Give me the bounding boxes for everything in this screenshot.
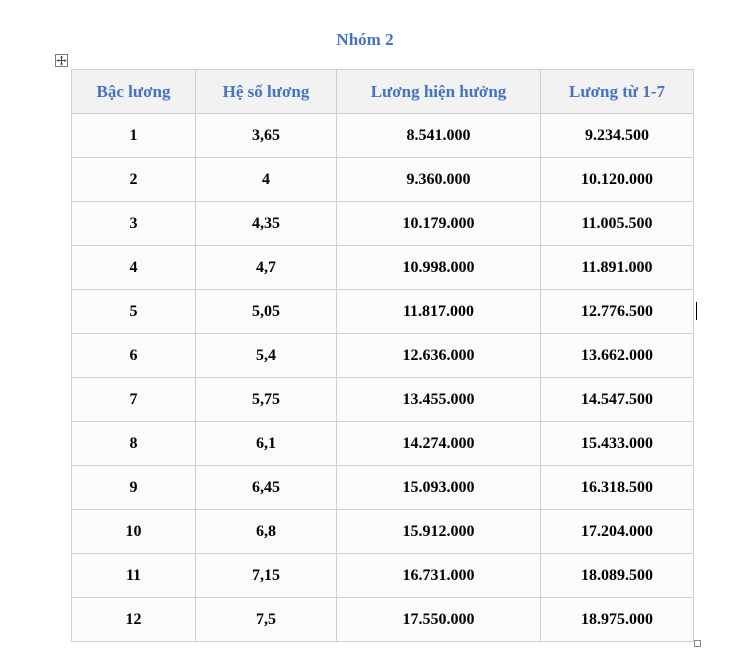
resize-square-icon[interactable] [694, 640, 701, 647]
table-row [72, 334, 694, 378]
cell-grade[interactable]: 4 [72, 246, 196, 290]
table-row [72, 554, 694, 598]
text-cursor [696, 302, 697, 320]
cell-salary-from-1-7[interactable]: 14.547.500 [541, 378, 694, 422]
table-row [72, 290, 694, 334]
cell-current-salary[interactable]: 9.360.000 [337, 158, 541, 202]
cell-salary-from-1-7[interactable]: 15.433.000 [541, 422, 694, 466]
page-title: Nhóm 2 [336, 30, 394, 49]
cell-grade[interactable]: 3 [72, 202, 196, 246]
cell-current-salary[interactable]: 10.998.000 [337, 246, 541, 290]
cell-salary-from-1-7[interactable]: 17.204.000 [541, 510, 694, 554]
table-row [72, 114, 694, 158]
table-row [72, 202, 694, 246]
move-arrows-icon[interactable] [55, 54, 68, 67]
cell-coefficient[interactable]: 4,7 [196, 246, 337, 290]
cell-grade[interactable]: 1 [72, 114, 196, 158]
table-row [72, 422, 694, 466]
cell-grade[interactable]: 5 [72, 290, 196, 334]
cell-grade[interactable]: 10 [72, 510, 196, 554]
cell-current-salary[interactable]: 10.179.000 [337, 202, 541, 246]
cell-grade[interactable]: 11 [72, 554, 196, 598]
cell-coefficient[interactable]: 5,4 [196, 334, 337, 378]
header-bac-luong[interactable]: Bậc lương [72, 70, 196, 114]
cell-current-salary[interactable]: 14.274.000 [337, 422, 541, 466]
cell-coefficient[interactable]: 5,75 [196, 378, 337, 422]
cell-coefficient[interactable]: 4,35 [196, 202, 337, 246]
cell-salary-from-1-7[interactable]: 18.975.000 [541, 598, 694, 642]
salary-table [71, 69, 694, 642]
table-row [72, 246, 694, 290]
cell-salary-from-1-7[interactable]: 16.318.500 [541, 466, 694, 510]
cell-grade[interactable]: 2 [72, 158, 196, 202]
cell-coefficient[interactable]: 6,1 [196, 422, 337, 466]
cell-current-salary[interactable]: 8.541.000 [337, 114, 541, 158]
cell-salary-from-1-7[interactable]: 12.776.500 [541, 290, 694, 334]
cell-salary-from-1-7[interactable]: 11.891.000 [541, 246, 694, 290]
cell-current-salary[interactable]: 13.455.000 [337, 378, 541, 422]
cell-coefficient[interactable]: 3,65 [196, 114, 337, 158]
cell-grade[interactable]: 12 [72, 598, 196, 642]
table-row [72, 466, 694, 510]
cell-grade[interactable]: 7 [72, 378, 196, 422]
cell-current-salary[interactable]: 16.731.000 [337, 554, 541, 598]
cell-coefficient[interactable]: 6,8 [196, 510, 337, 554]
header-luong-hien-huong[interactable]: Lương hiện hưởng [337, 70, 541, 114]
header-he-so-luong[interactable]: Hệ số lương [196, 70, 337, 114]
cell-grade[interactable]: 9 [72, 466, 196, 510]
cell-salary-from-1-7[interactable]: 13.662.000 [541, 334, 694, 378]
cell-current-salary[interactable]: 15.093.000 [337, 466, 541, 510]
cell-grade[interactable]: 6 [72, 334, 196, 378]
table-header-row [72, 70, 694, 114]
cell-coefficient[interactable]: 6,45 [196, 466, 337, 510]
cell-salary-from-1-7[interactable]: 18.089.500 [541, 554, 694, 598]
cell-salary-from-1-7[interactable]: 10.120.000 [541, 158, 694, 202]
table-row [72, 158, 694, 202]
cell-current-salary[interactable]: 12.636.000 [337, 334, 541, 378]
cell-current-salary[interactable]: 15.912.000 [337, 510, 541, 554]
cell-coefficient[interactable]: 5,05 [196, 290, 337, 334]
cell-coefficient[interactable]: 7,15 [196, 554, 337, 598]
cell-salary-from-1-7[interactable]: 9.234.500 [541, 114, 694, 158]
table-row [72, 378, 694, 422]
cell-salary-from-1-7[interactable]: 11.005.500 [541, 202, 694, 246]
header-luong-tu-1-7[interactable]: Lương từ 1-7 [541, 70, 694, 114]
table-row [72, 510, 694, 554]
cell-grade[interactable]: 8 [72, 422, 196, 466]
cell-coefficient[interactable]: 4 [196, 158, 337, 202]
cell-current-salary[interactable]: 17.550.000 [337, 598, 541, 642]
cell-current-salary[interactable]: 11.817.000 [337, 290, 541, 334]
cell-coefficient[interactable]: 7,5 [196, 598, 337, 642]
table-row [72, 598, 694, 642]
